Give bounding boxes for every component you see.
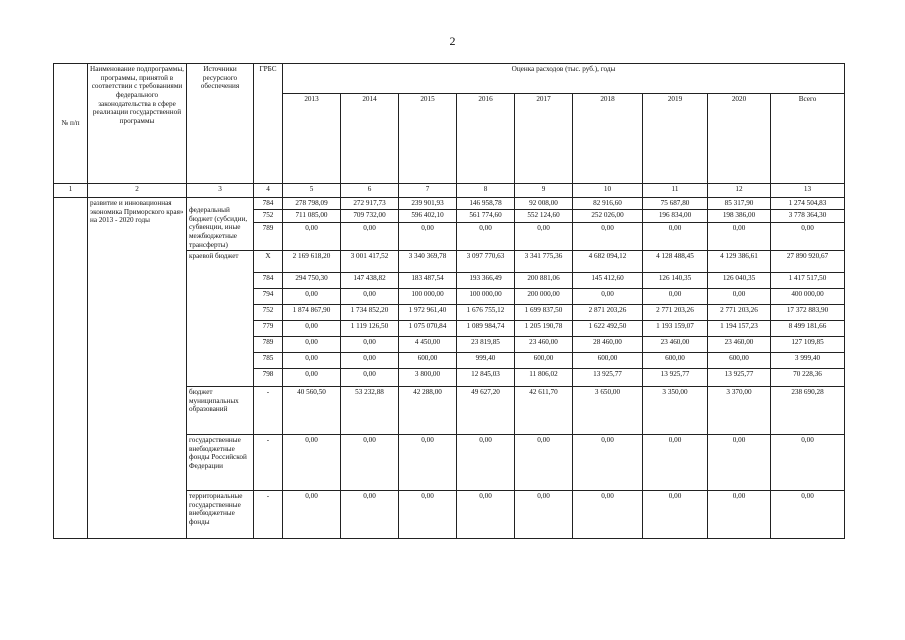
value-cell: 600,00 xyxy=(643,353,708,369)
value-cell: 42 611,70 xyxy=(515,387,573,435)
value-cell: 596 402,10 xyxy=(399,210,457,222)
grbs-cell: - xyxy=(254,491,283,539)
grbs-cell: - xyxy=(254,387,283,435)
value-cell: 3 650,00 xyxy=(573,387,643,435)
source-regional: краевой бюджет xyxy=(187,251,254,387)
source-state_funds: государственные внебюджетные фонды Российской Федерации xyxy=(187,435,254,491)
column-number: 5 xyxy=(283,184,341,198)
value-cell: 0,00 xyxy=(573,435,643,491)
value-cell: 85 317,90 xyxy=(708,198,771,210)
value-cell: 1 119 126,50 xyxy=(341,321,399,337)
value-cell: 13 925,77 xyxy=(573,369,643,387)
grbs-cell: Х xyxy=(254,251,283,273)
column-number: 12 xyxy=(708,184,771,198)
value-cell: 0,00 xyxy=(341,353,399,369)
value-cell: 0,00 xyxy=(341,222,399,251)
column-number: 8 xyxy=(457,184,515,198)
year-header: 2020 xyxy=(708,94,771,184)
value-cell: 2 771 203,26 xyxy=(643,305,708,321)
value-cell: 0,00 xyxy=(341,435,399,491)
expenditure-table xyxy=(53,63,845,539)
program-name: развитие и инновационная экономика Приморского края» на 2013 - 2020 годы xyxy=(88,198,187,539)
value-cell: 0,00 xyxy=(643,289,708,305)
value-cell: 27 890 920,67 xyxy=(771,251,845,273)
source-federal: федеральный бюджет (субсидии, субвенции, иные межбюджетные трансферты) xyxy=(187,198,254,251)
value-cell: 0,00 xyxy=(341,337,399,353)
value-cell: 3 341 775,36 xyxy=(515,251,573,273)
value-cell: 0,00 xyxy=(341,369,399,387)
value-cell: 3 350,00 xyxy=(643,387,708,435)
value-cell: 126 040,35 xyxy=(708,273,771,289)
year-header: 2014 xyxy=(341,94,399,184)
grbs-cell: 784 xyxy=(254,198,283,210)
value-cell: 127 109,85 xyxy=(771,337,845,353)
value-cell: 600,00 xyxy=(515,353,573,369)
value-cell: 0,00 xyxy=(708,222,771,251)
value-cell: 196 834,00 xyxy=(643,210,708,222)
value-cell: 561 774,60 xyxy=(457,210,515,222)
value-cell: 100 000,00 xyxy=(399,289,457,305)
value-cell: 0,00 xyxy=(283,289,341,305)
value-cell: 0,00 xyxy=(708,435,771,491)
column-number: 3 xyxy=(187,184,254,198)
value-cell: 0,00 xyxy=(283,369,341,387)
year-header: 2017 xyxy=(515,94,573,184)
value-cell: 0,00 xyxy=(399,222,457,251)
value-cell: 1 676 755,12 xyxy=(457,305,515,321)
year-header: 2018 xyxy=(573,94,643,184)
value-cell: 0,00 xyxy=(283,353,341,369)
value-cell: 1 874 867,90 xyxy=(283,305,341,321)
column-number: 13 xyxy=(771,184,845,198)
value-cell: 23 460,00 xyxy=(708,337,771,353)
value-cell: 0,00 xyxy=(283,321,341,337)
value-cell: 126 140,35 xyxy=(643,273,708,289)
table-row xyxy=(54,198,845,210)
value-cell: 0,00 xyxy=(643,222,708,251)
value-cell: 0,00 xyxy=(457,491,515,539)
value-cell: 252 026,00 xyxy=(573,210,643,222)
value-cell: 183 487,54 xyxy=(399,273,457,289)
value-cell: 0,00 xyxy=(573,491,643,539)
grbs-cell: 752 xyxy=(254,305,283,321)
value-cell: 13 925,77 xyxy=(643,369,708,387)
year-header: Всего xyxy=(771,94,845,184)
value-cell: 145 412,60 xyxy=(573,273,643,289)
value-cell: 3 001 417,52 xyxy=(341,251,399,273)
value-cell: 11 806,02 xyxy=(515,369,573,387)
value-cell: 2 169 618,20 xyxy=(283,251,341,273)
value-cell: 75 687,80 xyxy=(643,198,708,210)
value-cell: 0,00 xyxy=(515,222,573,251)
column-number: 1 xyxy=(54,184,88,198)
header-grbs: ГРБС xyxy=(254,64,283,184)
header-num: № п/п xyxy=(54,64,88,184)
grbs-cell: 794 xyxy=(254,289,283,305)
grbs-cell: 789 xyxy=(254,222,283,251)
grbs-cell: - xyxy=(254,435,283,491)
value-cell: 552 124,60 xyxy=(515,210,573,222)
value-cell: 4 129 386,61 xyxy=(708,251,771,273)
column-number: 9 xyxy=(515,184,573,198)
value-cell: 0,00 xyxy=(283,337,341,353)
value-cell: 12 845,03 xyxy=(457,369,515,387)
column-number: 2 xyxy=(88,184,187,198)
value-cell: 1 622 492,50 xyxy=(573,321,643,337)
value-cell: 146 958,78 xyxy=(457,198,515,210)
value-cell: 13 925,77 xyxy=(708,369,771,387)
value-cell: 53 232,88 xyxy=(341,387,399,435)
header-source: Источники ресурсного обеспечения xyxy=(187,64,254,184)
value-cell: 49 627,20 xyxy=(457,387,515,435)
value-cell: 0,00 xyxy=(283,435,341,491)
value-cell: 239 901,93 xyxy=(399,198,457,210)
value-cell: 0,00 xyxy=(643,435,708,491)
value-cell: 28 460,00 xyxy=(573,337,643,353)
value-cell: 3 370,00 xyxy=(708,387,771,435)
value-cell: 0,00 xyxy=(341,491,399,539)
value-cell: 1 699 837,50 xyxy=(515,305,573,321)
value-cell: 0,00 xyxy=(708,289,771,305)
value-cell: 3 097 770,63 xyxy=(457,251,515,273)
year-header: 2013 xyxy=(283,94,341,184)
value-cell: 2 771 203,26 xyxy=(708,305,771,321)
value-cell: 42 288,00 xyxy=(399,387,457,435)
value-cell: 17 372 883,90 xyxy=(771,305,845,321)
value-cell: 3 999,40 xyxy=(771,353,845,369)
grbs-cell: 798 xyxy=(254,369,283,387)
value-cell: 100 000,00 xyxy=(457,289,515,305)
header-name: Наименование подпрограммы, программы, принятой в соответствии с требованиями федерального законодательства в сфере реализации государственной программы xyxy=(88,64,187,184)
value-cell: 0,00 xyxy=(457,435,515,491)
column-number: 11 xyxy=(643,184,708,198)
grbs-cell: 784 xyxy=(254,273,283,289)
value-cell: 1 417 517,50 xyxy=(771,273,845,289)
value-cell: 8 499 181,66 xyxy=(771,321,845,337)
year-header: 2015 xyxy=(399,94,457,184)
value-cell: 238 690,28 xyxy=(771,387,845,435)
value-cell: 1 205 190,78 xyxy=(515,321,573,337)
year-header: 2016 xyxy=(457,94,515,184)
column-number: 7 xyxy=(399,184,457,198)
value-cell: 1 734 852,20 xyxy=(341,305,399,321)
value-cell: 200 000,00 xyxy=(515,289,573,305)
column-number: 10 xyxy=(573,184,643,198)
value-cell: 0,00 xyxy=(515,435,573,491)
value-cell: 1 075 070,84 xyxy=(399,321,457,337)
grbs-cell: 789 xyxy=(254,337,283,353)
value-cell: 278 798,09 xyxy=(283,198,341,210)
value-cell: 23 460,00 xyxy=(643,337,708,353)
value-cell: 70 228,36 xyxy=(771,369,845,387)
value-cell: 0,00 xyxy=(771,435,845,491)
column-number: 6 xyxy=(341,184,399,198)
grbs-cell: 752 xyxy=(254,210,283,222)
column-number: 4 xyxy=(254,184,283,198)
value-cell: 400 000,00 xyxy=(771,289,845,305)
value-cell: 1 194 157,23 xyxy=(708,321,771,337)
row-number-cell xyxy=(54,198,88,539)
header-estimate: Оценка расходов (тыс. руб.), годы xyxy=(283,64,845,94)
value-cell: 0,00 xyxy=(457,222,515,251)
value-cell: 23 460,00 xyxy=(515,337,573,353)
value-cell: 0,00 xyxy=(515,491,573,539)
value-cell: 711 085,00 xyxy=(283,210,341,222)
value-cell: 709 732,00 xyxy=(341,210,399,222)
value-cell: 600,00 xyxy=(399,353,457,369)
value-cell: 1 193 159,07 xyxy=(643,321,708,337)
value-cell: 3 778 364,30 xyxy=(771,210,845,222)
value-cell: 2 871 203,26 xyxy=(573,305,643,321)
value-cell: 40 560,50 xyxy=(283,387,341,435)
value-cell: 0,00 xyxy=(399,435,457,491)
value-cell: 0,00 xyxy=(283,222,341,251)
value-cell: 0,00 xyxy=(771,491,845,539)
value-cell: 198 386,00 xyxy=(708,210,771,222)
value-cell: 4 682 094,12 xyxy=(573,251,643,273)
value-cell: 272 917,73 xyxy=(341,198,399,210)
value-cell: 147 438,82 xyxy=(341,273,399,289)
value-cell: 0,00 xyxy=(771,222,845,251)
source-territorial_funds: территориальные государственные внебюджетные фонды xyxy=(187,491,254,539)
value-cell: 0,00 xyxy=(708,491,771,539)
value-cell: 3 340 369,78 xyxy=(399,251,457,273)
page-number: 2 xyxy=(449,34,456,48)
value-cell: 600,00 xyxy=(708,353,771,369)
value-cell: 1 972 961,40 xyxy=(399,305,457,321)
value-cell: 3 800,00 xyxy=(399,369,457,387)
value-cell: 23 819,85 xyxy=(457,337,515,353)
value-cell: 200 881,06 xyxy=(515,273,573,289)
value-cell: 600,00 xyxy=(573,353,643,369)
value-cell: 1 274 504,83 xyxy=(771,198,845,210)
value-cell: 92 008,00 xyxy=(515,198,573,210)
value-cell: 294 750,30 xyxy=(283,273,341,289)
value-cell: 4 128 488,45 xyxy=(643,251,708,273)
source-municipal: бюджет муниципальных образований xyxy=(187,387,254,435)
value-cell: 193 366,49 xyxy=(457,273,515,289)
value-cell: 0,00 xyxy=(283,491,341,539)
value-cell: 0,00 xyxy=(341,289,399,305)
year-header: 2019 xyxy=(643,94,708,184)
grbs-cell: 779 xyxy=(254,321,283,337)
value-cell: 999,40 xyxy=(457,353,515,369)
value-cell: 4 450,00 xyxy=(399,337,457,353)
value-cell: 82 916,60 xyxy=(573,198,643,210)
value-cell: 0,00 xyxy=(573,289,643,305)
value-cell: 1 089 984,74 xyxy=(457,321,515,337)
grbs-cell: 785 xyxy=(254,353,283,369)
value-cell: 0,00 xyxy=(399,491,457,539)
value-cell: 0,00 xyxy=(643,491,708,539)
value-cell: 0,00 xyxy=(573,222,643,251)
